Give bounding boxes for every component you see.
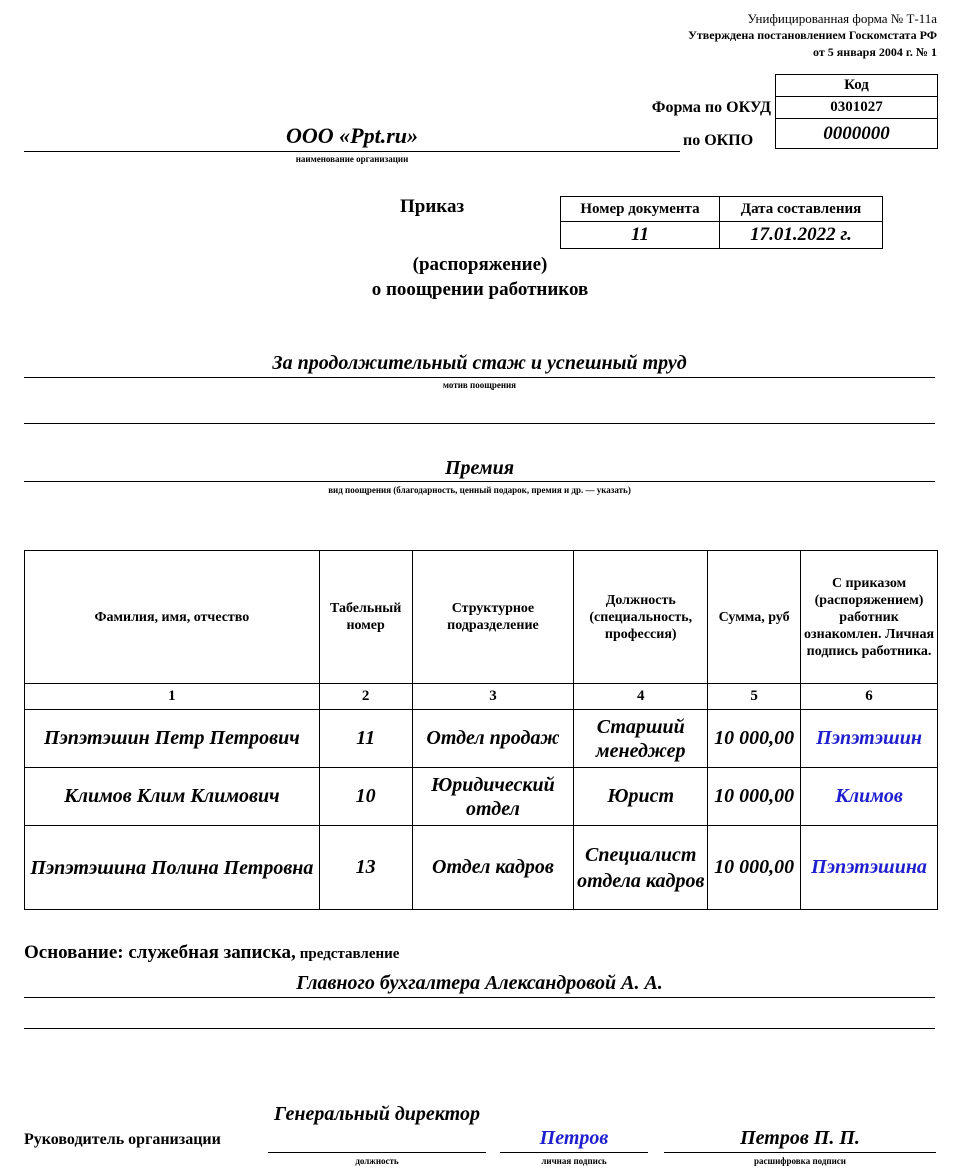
employee-position: Старший менеджер	[574, 710, 708, 768]
table-header-row	[25, 551, 938, 684]
employee-position: Юрист	[574, 768, 708, 826]
motive-underline	[24, 377, 935, 378]
employee-name: Пэпэтэшин Петр Петрович	[25, 710, 320, 768]
decoding-underline	[664, 1152, 936, 1153]
table-row	[25, 768, 938, 826]
employee-position: Специалист отдела кадров	[574, 826, 708, 910]
document-table	[560, 196, 883, 249]
okud-label: Форма по ОКУД	[651, 99, 771, 116]
doc-number-value: 11	[561, 222, 720, 249]
employee-signature: Климов	[801, 768, 938, 826]
code-header: Код	[776, 75, 938, 97]
employees-table	[24, 550, 938, 910]
signature-underline	[500, 1152, 648, 1153]
employee-sum: 10 000,00	[708, 826, 801, 910]
employee-department: Отдел продаж	[412, 710, 574, 768]
signature-caption: личная подпись	[541, 1156, 607, 1166]
col-header-position: Должность (специальность, профессия)	[574, 551, 708, 684]
table-row	[25, 710, 938, 768]
table-row	[25, 826, 938, 910]
employee-name: Пэпэтэшина Полина Петровна	[25, 826, 320, 910]
motive-value: За продолжительный стаж и успешный труд	[272, 352, 687, 374]
position-underline	[268, 1152, 486, 1153]
basis-label: Основание: служебная записка,	[24, 942, 296, 963]
col-header-tab-number: Табельный номер	[319, 551, 412, 684]
doc-number-header: Номер документа	[561, 197, 720, 222]
employee-sum: 10 000,00	[708, 710, 801, 768]
reward-value: Премия	[444, 457, 515, 479]
form-number-line: Унифицированная форма № Т-11а	[747, 11, 937, 26]
col-header-name: Фамилия, имя, отчество	[25, 551, 320, 684]
okpo-value: 0000000	[776, 119, 938, 149]
col-number: 6	[801, 684, 938, 710]
organization-underline	[24, 151, 680, 152]
employee-department: Отдел кадров	[412, 826, 574, 910]
col-header-department: Структурное подразделение	[412, 551, 574, 684]
col-number: 3	[412, 684, 574, 710]
employee-tab-number: 11	[319, 710, 412, 768]
manager-signature: Петров	[539, 1127, 609, 1149]
okud-value: 0301027	[776, 97, 938, 119]
employee-sum: 10 000,00	[708, 768, 801, 826]
approved-line: Утверждена постановлением Госкомстата РФ	[688, 28, 937, 42]
signature-decoding: Петров П. П.	[740, 1127, 860, 1149]
col-header-signature: С приказом (распоряжением) работник ознакомлен. Личная подпись работника.	[801, 551, 938, 684]
col-header-sum: Сумма, руб	[708, 551, 801, 684]
position-caption: должность	[355, 1156, 399, 1166]
table-number-row	[25, 684, 938, 710]
employee-name: Климов Клим Климович	[25, 768, 320, 826]
reward-underline	[24, 481, 935, 482]
employee-signature: Пэпэтэшин	[801, 710, 938, 768]
manager-label: Руководитель организации	[24, 1131, 221, 1148]
reward-caption: вид поощрения (благодарность, ценный подарок, премия и др. — указать)	[328, 485, 631, 495]
motive-caption: мотив поощрения	[442, 380, 517, 390]
col-number: 5	[708, 684, 801, 710]
col-number: 4	[574, 684, 708, 710]
employee-tab-number: 10	[319, 768, 412, 826]
doc-date-header: Дата составления	[720, 197, 883, 222]
motive-extra-line	[24, 423, 935, 424]
basis-line	[24, 942, 399, 964]
approval-date-line: от 5 января 2004 г. № 1	[813, 45, 937, 59]
employee-signature: Пэпэтэшина	[801, 826, 938, 910]
codes-table	[775, 74, 938, 149]
order-title: Приказ	[400, 196, 465, 217]
basis-extra-line	[24, 1028, 935, 1029]
employee-department: Юридический отдел	[412, 768, 574, 826]
employee-tab-number: 13	[319, 826, 412, 910]
organization-name: ООО «Ppt.ru»	[285, 123, 418, 148]
manager-position: Генеральный директор	[274, 1103, 480, 1125]
order-subtitle-1: (распоряжение)	[412, 254, 548, 275]
organization-caption: наименование организации	[295, 154, 409, 164]
order-subtitle-2: о поощрении работников	[371, 279, 589, 300]
col-number: 1	[25, 684, 320, 710]
basis-value: Главного бухгалтера Александровой А. А.	[296, 972, 663, 994]
okpo-label: по ОКПО	[683, 132, 754, 149]
doc-date-value: 17.01.2022 г.	[720, 222, 883, 249]
decoding-caption: расшифровка подписи	[754, 1156, 846, 1166]
basis-label-small: представление	[299, 946, 400, 962]
col-number: 2	[319, 684, 412, 710]
basis-underline	[24, 997, 935, 998]
